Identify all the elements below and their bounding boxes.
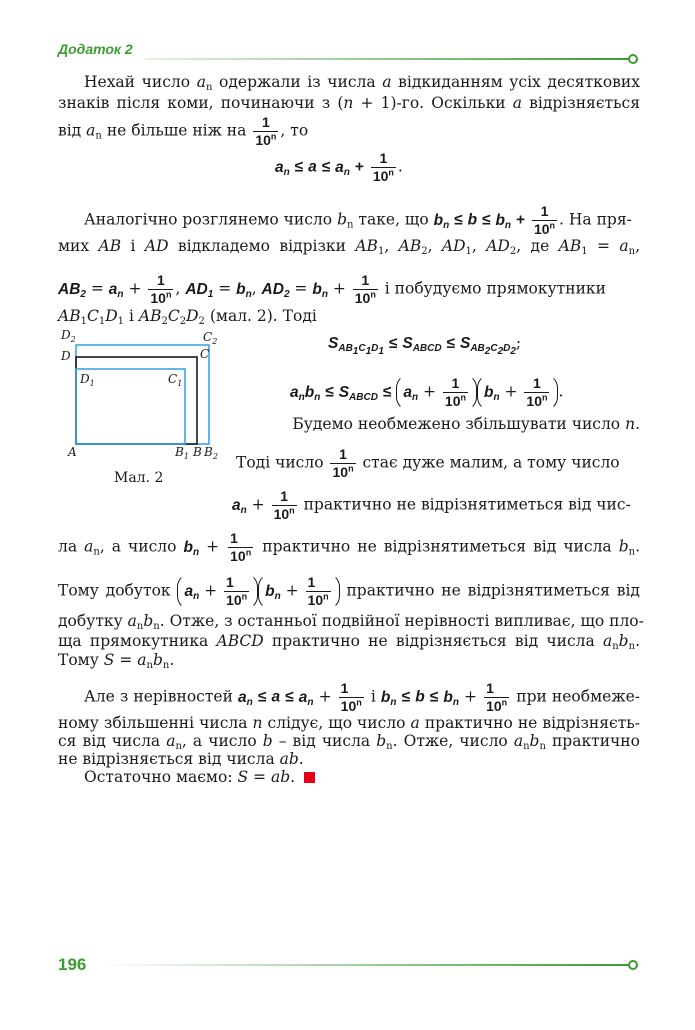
text-line: Тоді число $\frac{1}{10^n}$ стає дуже малим, а тому число (236, 446, 620, 480)
text-line: Будемо необмежено збільшувати число n. (292, 415, 640, 433)
page-header-title: Додаток 2 (58, 41, 133, 57)
header-rule (145, 58, 629, 60)
label-c: C (200, 347, 210, 361)
header-rule-end-icon (628, 54, 638, 64)
text-line: Тому $S = a_nb_n$. (58, 651, 175, 671)
text-line: знаків після коми, починаючи з (n + 1)-го. Оскільки a відрізняється (58, 94, 640, 112)
text-line: мих AB і AD відкладемо відрізки $AB_1$, $AB_2$, $AD_1$, $AD_2$, де $AB_1 = a_n$, (58, 237, 641, 257)
fraction: $\frac{1}{10^n}$ (230, 530, 252, 564)
formula: $a_nb_n \le S_{ABCD} \le a_n$ + $\frac{1}{10^n}$ $b_n$ + $\frac{1}{10^n}$ . (290, 375, 564, 409)
text-line: Остаточно маємо: S = ab. (58, 767, 666, 787)
label-c2: $C_2$ (203, 330, 218, 346)
text-line: Нехай число $a_n$ одержали із числа a відкиданням усіх десяткових (84, 73, 640, 93)
fraction: $\frac{1}{10^n}$ (332, 446, 354, 480)
text-line: ся від числа $a_n$, а число b – від числа $b_n$. Отже, число $a_nb_n$ практично (58, 732, 640, 752)
rectangle-ab2c2d2 (76, 345, 209, 444)
formula: $S_{AB_1C_1D_1} \le S_{ABCD} \le S_{AB_2C_2D_2}$; (328, 334, 522, 357)
text-line: добутку $a_nb_n$. Отже, з останньої подвійної нерівності випливає, що пло- (58, 612, 644, 632)
page-number: 196 (58, 955, 87, 974)
label-d2: $D_2$ (61, 328, 76, 344)
end-of-proof-icon (304, 772, 315, 783)
fraction: $\frac{1}{10^n}$ (486, 680, 508, 714)
label-b: B (193, 445, 202, 459)
label-a: A (68, 445, 77, 459)
label-d: D (61, 349, 71, 363)
fraction: $\frac{1}{10^n}$ (354, 272, 376, 306)
text-line: Але з нерівностей $a_n \le a \le a_n$ + $\frac{1}{10^n}$ і $b_n \le b \le b_n$ + $\frac{1}{10^n}$ при необмеже- (84, 680, 640, 714)
label-b2: $B_2$ (204, 445, 218, 461)
label-b1: $B_1$ (175, 445, 189, 461)
text-line: ща прямокутника ABCD практично не відрізняється від числа $a_nb_n$. (58, 632, 640, 652)
text-line: ла $a_n$, а число $b_n$ + $\frac{1}{10^n}$ практично не відрізнятиметься від числа $b_n$. (58, 530, 641, 564)
text-line: ному збільшенні числа n слідує, що число a практично не відрізняєть- (58, 714, 640, 732)
fraction: $\frac{1}{10^n}$ (273, 488, 295, 522)
text-line: $a_n$ + $\frac{1}{10^n}$ практично не відрізнятиметься від чис- (232, 488, 631, 522)
fraction: $\frac{1}{10^n}$ (340, 680, 362, 714)
fraction: $\frac{1}{10^n}$ (255, 114, 277, 148)
formula: $a_n \le a \le a_n$ + $\frac{1}{10^n}$ . (275, 150, 403, 184)
text-line: Тому добуток $a_n$ + $\frac{1}{10^n}$ $b_n$ + $\frac{1}{10^n}$ практично не відрізнятиметься від (58, 574, 640, 608)
label-c1: $C_1$ (168, 372, 183, 388)
footer-rule-end-icon (628, 960, 638, 970)
text-line: $AB_1C_1D_1$ і $AB_2C_2D_2$ (мал. 2). Тоді (58, 307, 317, 327)
text-line: не відрізняється від числа ab. (58, 750, 304, 768)
label-d1: $D_1$ (80, 372, 95, 388)
text-line: $AB_2 = a_n$ + $\frac{1}{10^n}$ , $AD_1 = b_n$, $AD_2 = b_n$ + $\frac{1}{10^n}$ і побудуємо прямокутники (58, 272, 606, 306)
fraction: $\frac{1}{10^n}$ (533, 203, 556, 237)
text-line: Аналогічно розглянемо число $b_n$ таке, що $b_n \le b \le b_n$ + $\frac{1}{10^n}$ . На пря- (84, 203, 632, 237)
fraction: $\frac{1}{10^n}$ (150, 272, 172, 306)
rectangle-abcd (76, 357, 197, 444)
figure-caption: Мал. 2 (114, 470, 164, 486)
footer-rule (98, 964, 629, 966)
text-line: від $a_n$ не більше ніж на $\frac{1}{10^n}$ , то (58, 114, 309, 148)
fraction: $\frac{1}{10^n}$ (372, 150, 394, 184)
